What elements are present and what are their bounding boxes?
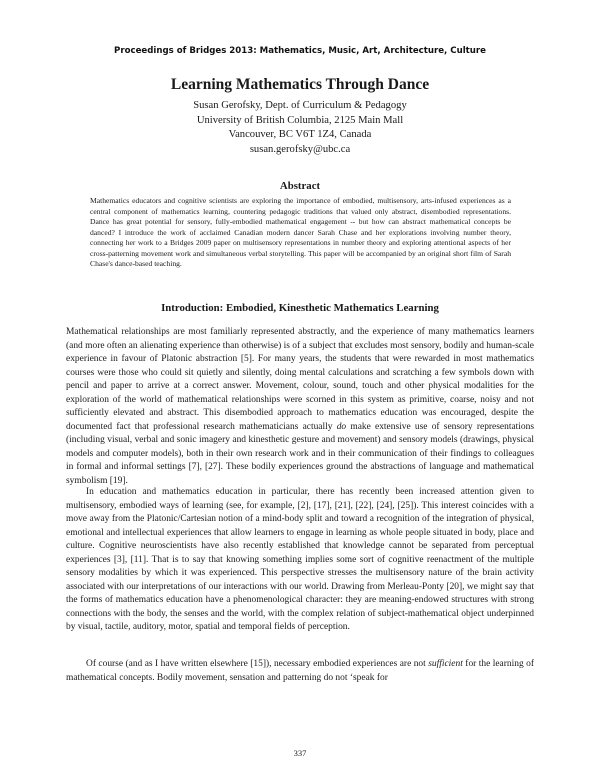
author-block — [0, 99, 600, 157]
author-affiliation-line-3: Vancouver, BC V6T 1Z4, Canada — [228, 129, 372, 140]
author-email: susan.gerofsky@ubc.ca — [249, 143, 351, 155]
paragraph-3-emphasis: sufficient — [428, 659, 463, 669]
section-heading: Introduction: Embodied, Kinesthetic Mathematics Learning — [161, 302, 439, 314]
paragraph-2-text: In education and mathematics education in particular, there has recently been increased attention given to multisensory, embodied ways of learning (see, for example, [2], [17], [21], [22], [24], [25]). This interest coincides with a move away from the Platonic/Cartesian notion of a mind-body split and toward a recognition of the integration of physical, emotional and intellectual experiences that allow learners to engage in learning as whole people situated in body, place and culture. Cognitive neuroscientists have also recently established that knowledge cannot be separated from perceptual experiences [3], [11]. That is to say that knowing something implies some sort of cognitive reenactment of the multiple sensory modalities by which it was experienced. This perspective stresses the multisensory nature of the brain activity associated with our interpretations of our interactions with our world. Drawing from Merleau-Ponty [20], we might say that the forms of mathematics education have a phenomenological character: they are meaning-endowed structures with strong connections with the body, the senses and the world, with the complex relation of subject-mathematical object underpinned by visual, tactile, auditory, motor, spatial and temporal fields of perception. — [66, 487, 534, 632]
author-affiliation-line-2: University of British Columbia, 2125 Main Mall — [196, 114, 404, 126]
author-affiliation-line-1: Susan Gerofsky, Dept. of Curriculum & Pedagogy — [193, 100, 407, 111]
paragraph-1-emphasis: do — [336, 421, 347, 432]
paragraph-1-text-b: make extensive use of sensory representations (including visual, verbal and sonic imagery and kinesthetic gesture and movement) and sensory models (drawings, physical models and computer models), both in their own research work and in their communication of their findings to colleagues in formal and informal settings [7], [27]. These bodily experiences ground the abstractions of language and mathematical symbolism [19]. — [66, 421, 534, 486]
paper-title: Learning Mathematics Through Dance — [170, 76, 430, 93]
body-paragraph-2 — [66, 486, 534, 635]
page-number: 337 — [293, 748, 307, 758]
abstract-text: Mathematics educators and cognitive scientists are exploring the importance of embodied, multisensory, arts-infused experiences as a central component of mathematics learning, countering pedagogic traditions that valued only abstract, disembodied representations. Dance has great potential for sensory, fully-embodied mathematical engagement -- but how can abstract mathematical concepts be danced? I introduce the work of acclaimed Canadian modern dancer Sarah Chase and her explorations involving number theory, connecting her work to a Bridges 2009 paper on multisensory representations in number theory and exploring attentional aspects of her cross-patterning movement work and simultaneous verbal storytelling. This paper will be accompanied by an original short film of Sarah Chase's dance-based teaching. — [90, 196, 511, 269]
paragraph-3-text-b: for the learning of mathematical concepts. Bodily movement, sensation and patterning do not ‘speak for — [66, 659, 534, 683]
paragraph-1-text-a: Mathematical relationships are most familiarly represented abstractly, and the experience of many mathematics learners (and more often an alienating experience than otherwise) is of a subject that excludes most sensory, bodily and human-scale experience in favour of Platonic abstraction [5]. For many years, the students that were rewarded in most mathematics courses were those who could sit quietly and silently, doing mental calculations and scratching a few symbols down with pencil and paper to arrive at a correct answer. Movement, colour, sound, touch and other physical modalities for the exploration of the world of mathematical relationships were scorned in this system as primitive, coarse, noisy and not sufficiently elevated and abstract. This disembodied approach to mathematics education was encouraged, despite the documented fact that professional research mathematicians actually — [66, 327, 534, 432]
abstract-heading: Abstract — [279, 180, 321, 192]
body-paragraph-1 — [66, 326, 534, 488]
body-paragraph-3 — [66, 658, 534, 685]
paragraph-3-text-a: Of course (and as I have written elsewhere [15]), necessary embodied experiences are not — [86, 659, 429, 669]
running-head: Proceedings of Bridges 2013: Mathematics, Music, Art, Architecture, Culture — [114, 46, 486, 56]
